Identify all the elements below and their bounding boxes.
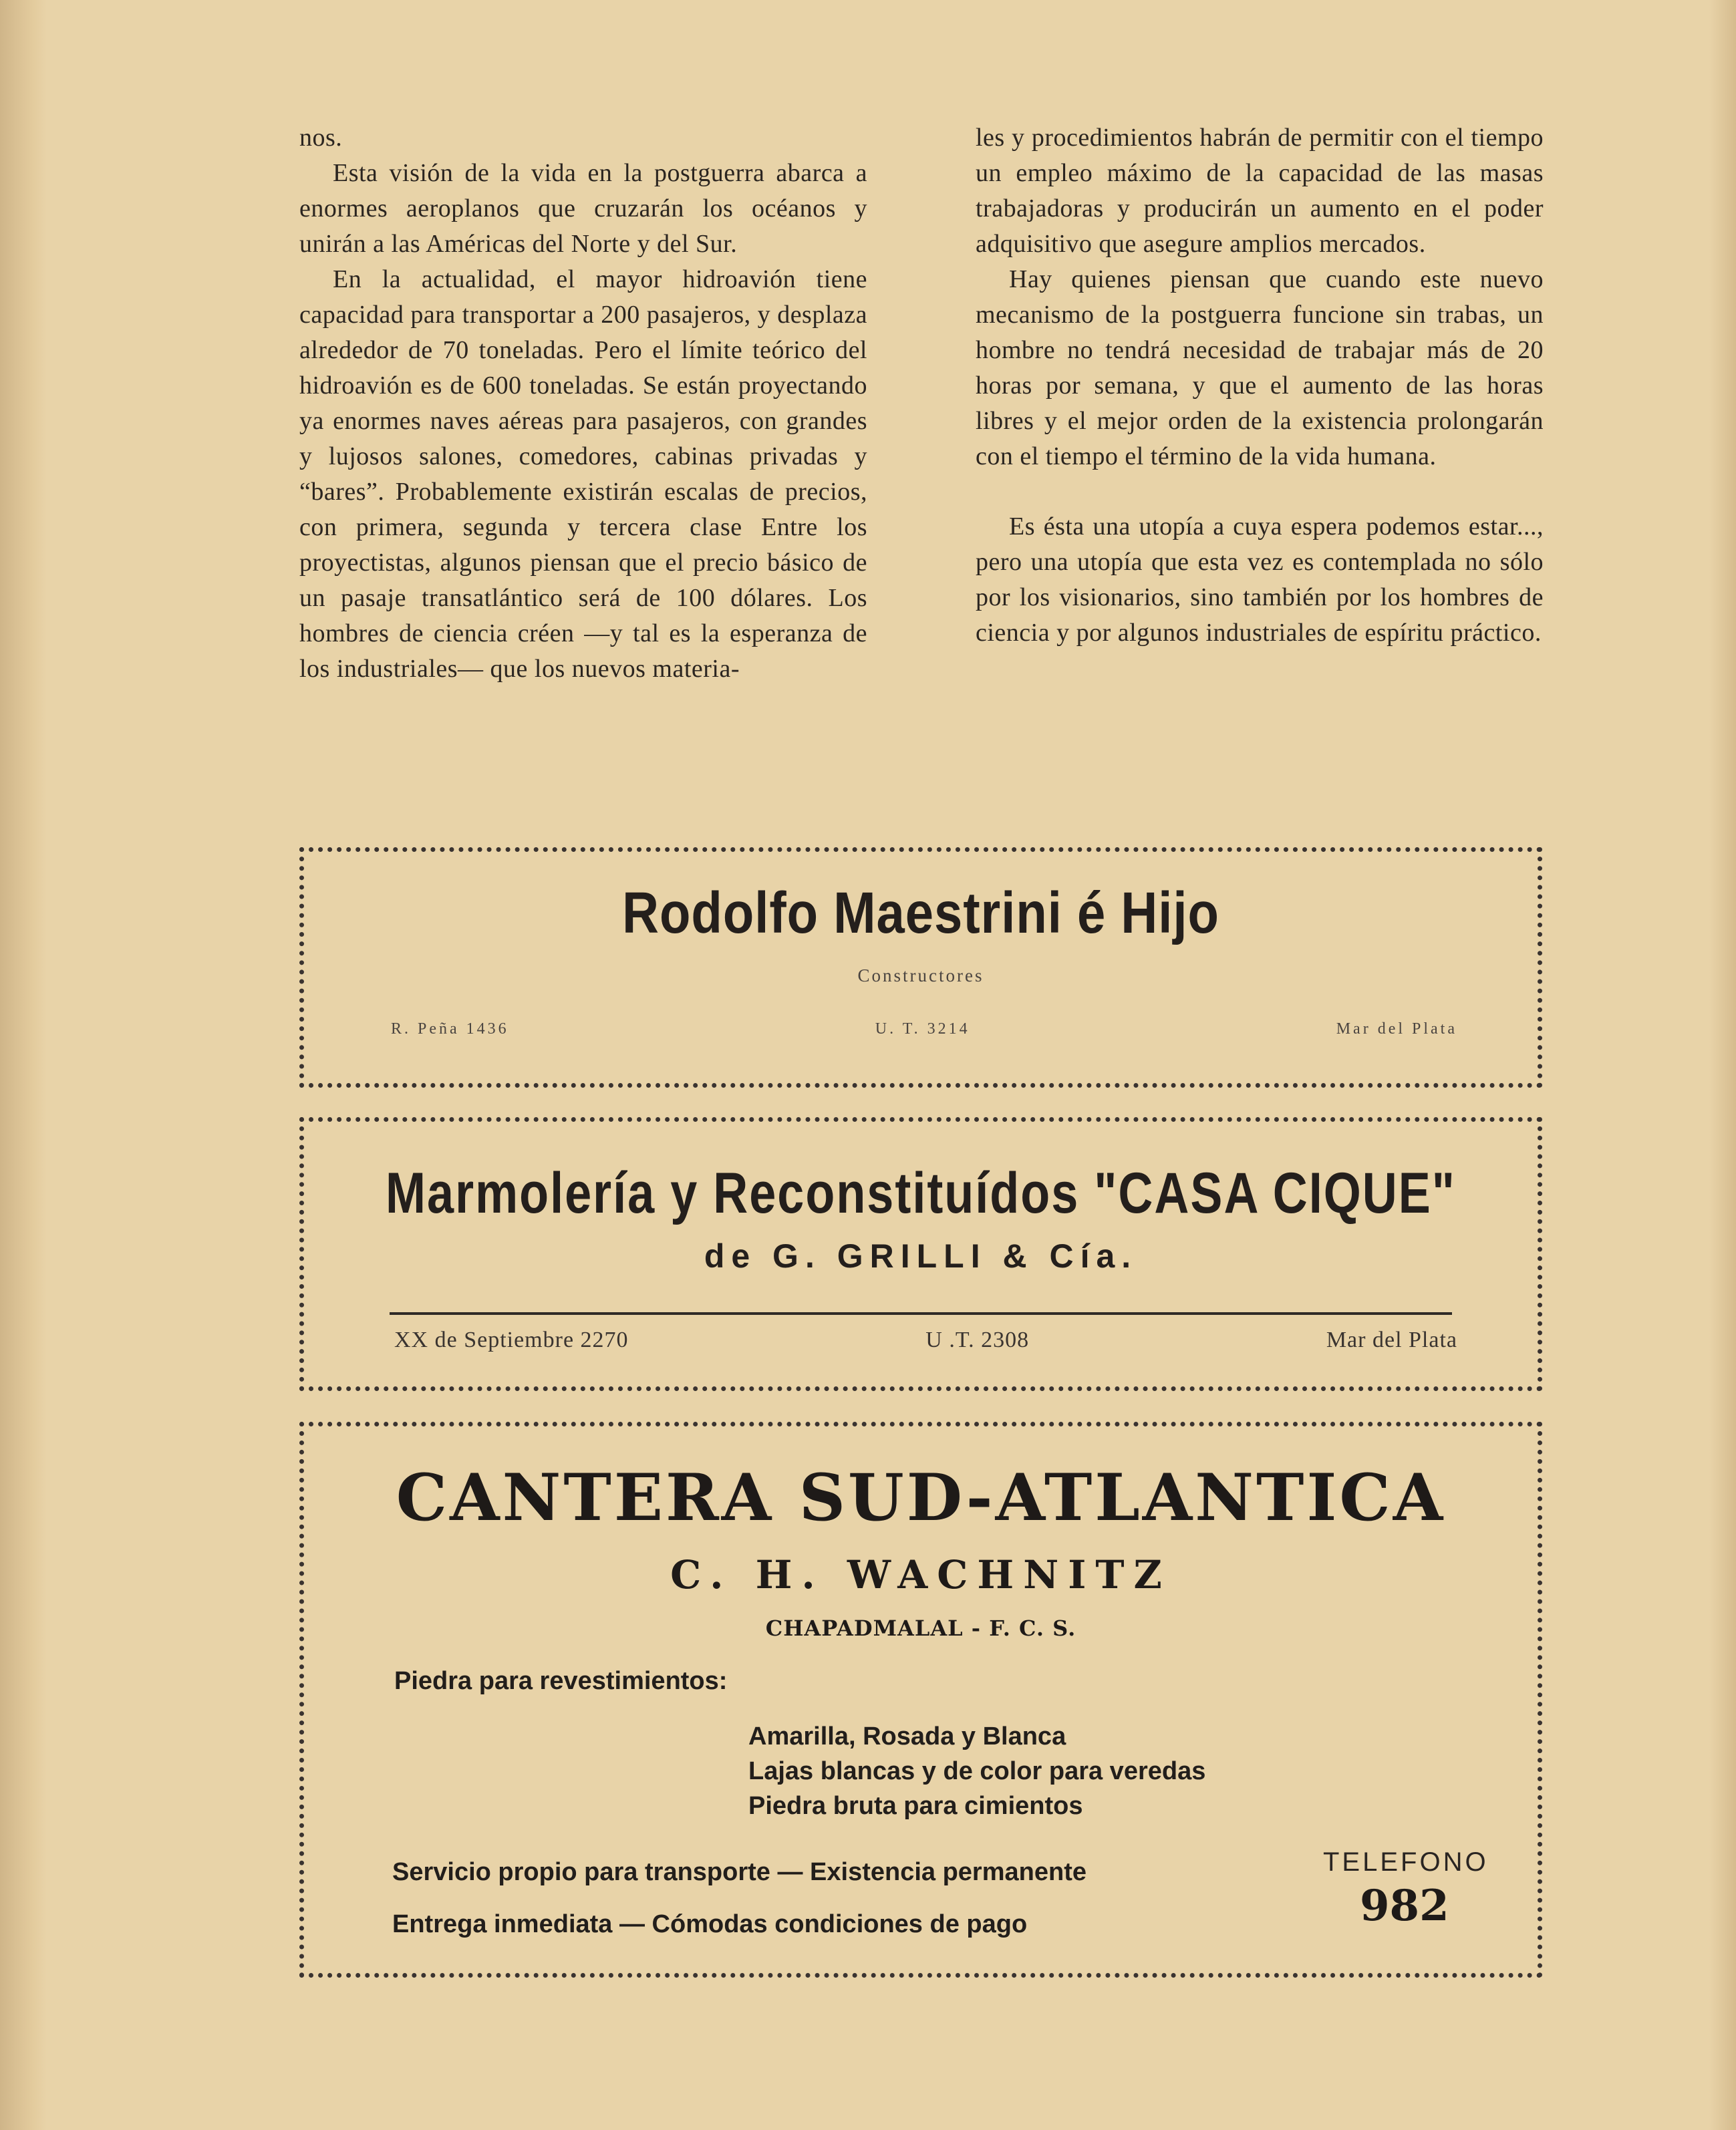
ad-cique-footer — [394, 1328, 1457, 1353]
ad-cique-phone: U .T. 2308 — [925, 1328, 1030, 1352]
ad-maestrini — [299, 847, 1542, 1088]
ad-cantera-phone-number: 982 — [1360, 1881, 1449, 1931]
ad-maestrini-subtitle: Constructores — [857, 965, 984, 985]
ad-cique-subtitle: de G. GRILLI & Cía. — [704, 1237, 1138, 1275]
ad-maestrini-city: Mar del Plata — [1336, 1020, 1457, 1038]
article-paragraph: les y procedimientos habrán de permitir con el tiempo un empleo máximo de la capacidad de las masas trabajadoras y producirán un aumento en el poder adquisitivo que asegure amplios mercados. — [976, 124, 1544, 258]
ad-cantera-service-line: Servicio propio para transporte — Existencia permanente — [392, 1858, 1087, 1886]
ad-cantera-heading: Piedra para revestimientos: — [394, 1667, 728, 1695]
ad-cantera-service-line: Entrega inmediata — Cómodas condiciones de pago — [392, 1910, 1028, 1938]
ad-cique-divider — [390, 1312, 1452, 1315]
ad-cantera — [299, 1422, 1542, 1978]
ad-cantera-title: CANTERA SUD-ATLANTICA — [396, 1460, 1446, 1535]
ad-casa-cique — [299, 1117, 1542, 1391]
ad-cantera-phone-label: TELEFONO — [1323, 1847, 1489, 1877]
ad-cantera-products — [748, 1719, 1205, 1823]
page-edge-left — [0, 0, 47, 2130]
article-column-right — [976, 120, 1544, 651]
ad-cique-address: XX de Septiembre 2270 — [394, 1328, 629, 1352]
ad-maestrini-address: R. Peña 1436 — [391, 1020, 509, 1038]
ad-cique-city: Mar del Plata — [1326, 1328, 1457, 1352]
ad-cantera-product: Amarilla, Rosada y Blanca — [748, 1722, 1066, 1751]
page-edge-right — [1709, 0, 1736, 2130]
ad-cantera-services — [392, 1846, 1087, 1950]
ad-cantera-product: Lajas blancas y de color para veredas — [748, 1757, 1206, 1785]
article-column-left — [299, 120, 867, 687]
article-paragraph: nos. — [299, 124, 343, 152]
ad-maestrini-phone: U. T. 3214 — [875, 1020, 970, 1038]
article-paragraph: Hay quienes piensan que cuando este nuevo mecanismo de la postguerra funcione sin trabas, un hombre no tendrá necesidad de trabajar más de 20 horas por semana, y que el aumento de las horas libres y el mejor orden de la existencia prolongarán con el tiempo el término de la vida humana. — [976, 265, 1544, 470]
article-paragraph: Esta visión de la vida en la postguerra abarca a enormes aeroplanos que cruzarán los océanos y unirán a las Américas del Norte y del Sur. — [299, 159, 867, 258]
ad-maestrini-title: Rodolfo Maestrini é Hijo — [622, 880, 1219, 946]
ad-cique-title: Marmolería y Reconstituídos "CASA CIQUE" — [386, 1161, 1456, 1225]
article-paragraph: En la actualidad, el mayor hidroavión tiene capacidad para transportar a 200 pasajeros, y desplaza alrededor de 70 toneladas. Pero el límite teórico del hidroavión es de 600 toneladas. Se están proyectando ya enormes naves aéreas para pasajeros, con grandes y lujosos salones, comedores, cabinas privadas y “bares”. Probablemente existirán escalas de precios, con primera, segunda y tercera clase Entre los proyectistas, algunos piensan que el precio básico de un pasaje transatlántico será de 100 dólares. Los hombres de ciencia créen —y tal es la esperanza de los industriales— que los nuevos materia- — [299, 265, 867, 683]
ad-maestrini-footer — [391, 1020, 1457, 1038]
ad-cantera-owner: C. H. WACHNITZ — [670, 1552, 1171, 1598]
ad-cantera-product: Piedra bruta para cimientos — [748, 1792, 1083, 1820]
ad-cantera-place: CHAPADMALAL - F. C. S. — [765, 1616, 1076, 1641]
article-paragraph: Es ésta una utopía a cuya espera podemos estar..., pero una utopía que esta vez es contemplada no sólo por los visionarios, sino también por los hombres de ciencia y por algunos industriales de espíritu práctico. — [976, 512, 1544, 647]
